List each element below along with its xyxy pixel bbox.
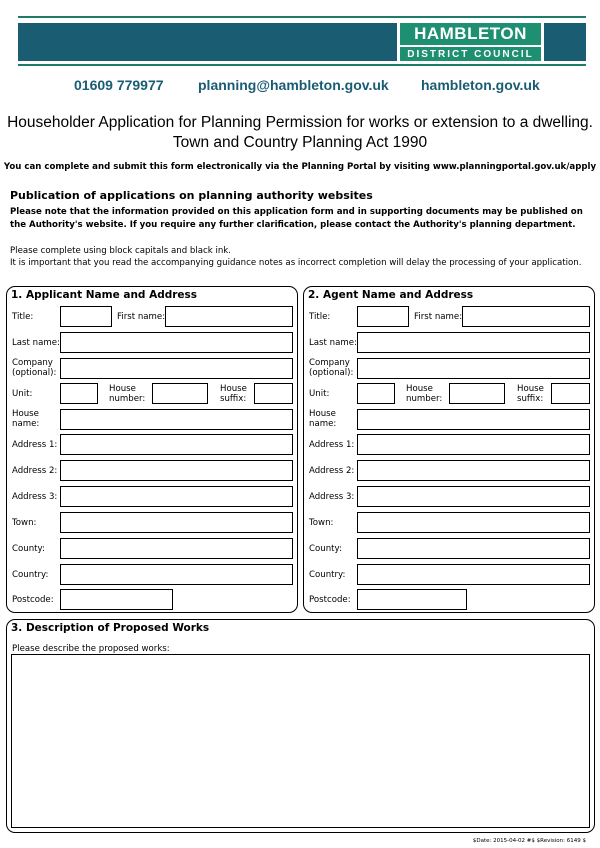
agent-unit-field[interactable] bbox=[357, 383, 395, 404]
applicant-last-name-field[interactable] bbox=[60, 332, 293, 353]
applicant-county-label: County: bbox=[12, 544, 45, 554]
agent-heading: 2. Agent Name and Address bbox=[308, 289, 474, 301]
agent-house-name-label: House bbox=[309, 409, 336, 419]
applicant-unit-field[interactable] bbox=[60, 383, 98, 404]
applicant-house-suffix-field[interactable] bbox=[254, 383, 293, 404]
applicant-company-field[interactable] bbox=[60, 358, 293, 379]
agent-company-label-2: (optional): bbox=[309, 368, 354, 378]
applicant-town-label: Town: bbox=[12, 518, 37, 528]
agent-house-number-field[interactable] bbox=[449, 383, 505, 404]
instruction-guidance: It is important that you read the accompanying guidance notes as incorrect completion will delay the processing of your application. bbox=[10, 258, 582, 268]
applicant-first-name-field[interactable] bbox=[165, 306, 293, 327]
agent-address3-label: Address 3: bbox=[309, 492, 355, 502]
applicant-company-label: Company bbox=[12, 358, 53, 368]
applicant-address1-label: Address 1: bbox=[12, 440, 58, 450]
agent-town-label: Town: bbox=[309, 518, 334, 528]
applicant-title-field[interactable] bbox=[60, 306, 112, 327]
applicant-last-name-label: Last name: bbox=[12, 338, 60, 348]
applicant-country-field[interactable] bbox=[60, 564, 293, 585]
logo-subtitle: DISTRICT COUNCIL bbox=[407, 49, 534, 60]
agent-house-number-label-2: number: bbox=[406, 394, 443, 404]
applicant-house-name-label: House bbox=[12, 409, 39, 419]
agent-county-field[interactable] bbox=[357, 538, 590, 559]
agent-house-name-label-2: name: bbox=[309, 419, 337, 429]
applicant-address1-field[interactable] bbox=[60, 434, 293, 455]
agent-first-name-field[interactable] bbox=[462, 306, 590, 327]
applicant-title-label: Title: bbox=[12, 312, 34, 322]
agent-house-suffix-label: House bbox=[517, 384, 544, 394]
agent-last-name-field[interactable] bbox=[357, 332, 590, 353]
agent-address2-label: Address 2: bbox=[309, 466, 355, 476]
agent-town-field[interactable] bbox=[357, 512, 590, 533]
agent-house-suffix-label-2: suffix: bbox=[517, 394, 544, 404]
applicant-house-number-label: House bbox=[109, 384, 136, 394]
applicant-house-number-field[interactable] bbox=[152, 383, 208, 404]
applicant-house-suffix-label: House bbox=[220, 384, 247, 394]
email-link[interactable]: planning@hambleton.gov.uk bbox=[198, 77, 389, 93]
publication-text: Please note that the information provided on this application form and in supporting documents may be published on the Authority's website. If you require any further clarification, please contact the Authority's planning department. bbox=[10, 207, 583, 230]
applicant-address2-label: Address 2: bbox=[12, 466, 58, 476]
header-top-rule bbox=[18, 16, 586, 18]
agent-house-name-field[interactable] bbox=[357, 409, 590, 430]
form-title: Householder Application for Planning Permission for works or extension to a dwelling. bbox=[7, 114, 593, 131]
applicant-address2-field[interactable] bbox=[60, 460, 293, 481]
agent-last-name-label: Last name: bbox=[309, 338, 357, 348]
works-prompt: Please describe the proposed works: bbox=[12, 644, 170, 654]
agent-company-field[interactable] bbox=[357, 358, 590, 379]
agent-first-name-label: First name: bbox=[414, 312, 463, 322]
applicant-first-name-label: First name: bbox=[117, 312, 166, 322]
council-logo bbox=[397, 20, 544, 64]
applicant-postcode-label: Postcode: bbox=[12, 595, 54, 605]
form-subtitle: Town and Country Planning Act 1990 bbox=[172, 134, 428, 151]
applicant-heading: 1. Applicant Name and Address bbox=[11, 289, 198, 301]
works-heading: 3. Description of Proposed Works bbox=[11, 622, 210, 634]
applicant-house-suffix-label-2: suffix: bbox=[220, 394, 247, 404]
agent-postcode-field[interactable] bbox=[357, 589, 467, 610]
agent-house-number-label: House bbox=[406, 384, 433, 394]
agent-address3-field[interactable] bbox=[357, 486, 590, 507]
agent-postcode-label: Postcode: bbox=[309, 595, 351, 605]
agent-county-label: County: bbox=[309, 544, 342, 554]
agent-unit-label: Unit: bbox=[309, 389, 330, 399]
applicant-country-label: Country: bbox=[12, 570, 49, 580]
agent-house-suffix-field[interactable] bbox=[551, 383, 590, 404]
agent-panel bbox=[303, 286, 595, 613]
agent-address1-label: Address 1: bbox=[309, 440, 355, 450]
planning-portal-note: You can complete and submit this form electronically via the Planning Portal by visiting www.planningportal.gov.uk/apply bbox=[3, 162, 597, 172]
applicant-town-field[interactable] bbox=[60, 512, 293, 533]
applicant-address3-label: Address 3: bbox=[12, 492, 58, 502]
agent-address1-field[interactable] bbox=[357, 434, 590, 455]
applicant-county-field[interactable] bbox=[60, 538, 293, 559]
agent-country-label: Country: bbox=[309, 570, 346, 580]
agent-company-label: Company bbox=[309, 358, 350, 368]
phone-number: 01609 779977 bbox=[74, 77, 164, 93]
revision-footer: $Date: 2015-04-02 #$ $Revision: 6149 $ bbox=[472, 838, 586, 844]
works-description-field[interactable] bbox=[11, 654, 590, 828]
applicant-house-number-label-2: number: bbox=[109, 394, 146, 404]
agent-country-field[interactable] bbox=[357, 564, 590, 585]
logo-name: HAMBLETON bbox=[400, 23, 541, 47]
applicant-unit-label: Unit: bbox=[12, 389, 33, 399]
applicant-panel bbox=[6, 286, 298, 613]
works-panel bbox=[6, 619, 595, 833]
applicant-company-label-2: (optional): bbox=[12, 368, 57, 378]
applicant-address3-field[interactable] bbox=[60, 486, 293, 507]
agent-title-field[interactable] bbox=[357, 306, 409, 327]
instruction-block-capitals: Please complete using block capitals and black ink. bbox=[10, 246, 232, 256]
agent-address2-field[interactable] bbox=[357, 460, 590, 481]
header-bottom-rule bbox=[18, 64, 586, 66]
applicant-postcode-field[interactable] bbox=[60, 589, 173, 610]
website-link[interactable]: hambleton.gov.uk bbox=[421, 77, 540, 93]
applicant-house-name-label-2: name: bbox=[12, 419, 40, 429]
applicant-house-name-field[interactable] bbox=[60, 409, 293, 430]
publication-heading: Publication of applications on planning authority websites bbox=[10, 189, 373, 202]
agent-title-label: Title: bbox=[309, 312, 331, 322]
